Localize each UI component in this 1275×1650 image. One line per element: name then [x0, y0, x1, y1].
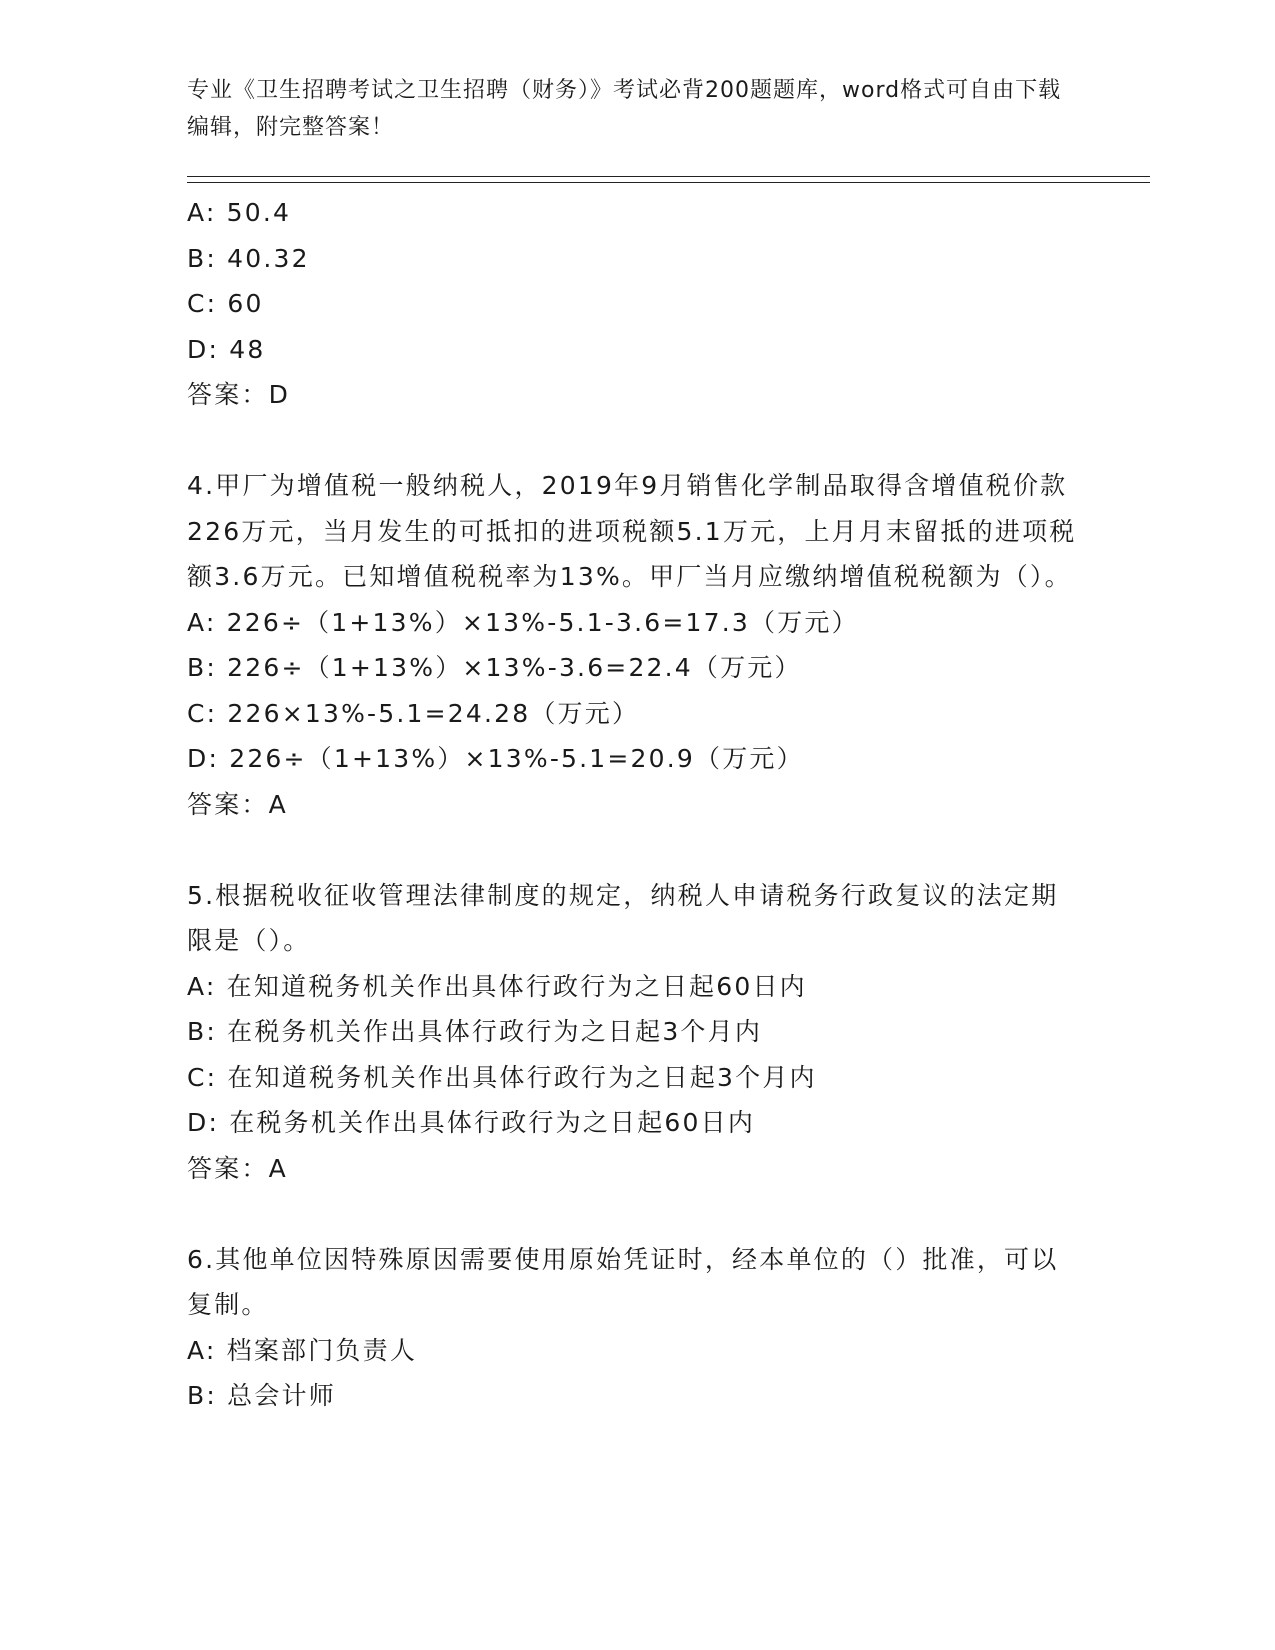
spacer [187, 1191, 1087, 1237]
option-b: B: 在税务机关作出具体行政行为之日起3个月内 [187, 1017, 763, 1046]
question-text: 6.其他单位因特殊原因需要使用原始凭证时，经本单位的（）批准，可以复制。 [187, 1244, 1059, 1319]
question-6 [187, 1237, 1087, 1419]
question-4 [187, 463, 1087, 827]
question-3 [187, 190, 1087, 418]
option-a: A: 226÷（1+13%）×13%-5.1-3.6=17.3（万元） [187, 607, 859, 637]
question-list [187, 190, 1087, 1419]
option-c: C: 60 [187, 289, 264, 318]
option-c: C: 226×13%-5.1=24.28（万元） [187, 698, 640, 728]
option-d: D: 48 [187, 334, 266, 364]
answer: 答案：D [187, 380, 291, 409]
document-title: 专业《卫生招聘考试之卫生招聘（财务）》考试必背200题题库，word格式可自由下载编辑，附完整答案！ [187, 78, 1062, 140]
question-text: 5.根据税收征收管理法律制度的规定，纳税人申请税务行政复议的法定期限是（）。 [187, 880, 1059, 955]
option-d: D: 226÷（1+13%）×13%-5.1=20.9（万元） [187, 744, 804, 773]
answer: 答案：A [187, 789, 288, 819]
page-header [187, 72, 1067, 146]
option-a: A: 50.4 [187, 198, 292, 227]
option-d: D: 在税务机关作出具体行政行为之日起60日内 [187, 1108, 756, 1137]
option-a: A: 在知道税务机关作出具体行政行为之日起60日内 [187, 971, 807, 1001]
option-c: C: 在知道税务机关作出具体行政行为之日起3个月内 [187, 1062, 817, 1092]
question-5 [187, 873, 1087, 1192]
spacer [187, 827, 1087, 873]
answer: 答案：A [187, 1153, 288, 1183]
header-divider [187, 176, 1150, 183]
option-a: A: 档案部门负责人 [187, 1335, 418, 1365]
question-text: 4.甲厂为增值税一般纳税人，2019年9月销售化学制品取得含增值税价款226万元，当月发生的可抵扣的进项税额5.1万元，上月月末留抵的进项税额3.6万元。已知增值税税率为13%。甲厂当月应缴纳增值税税额为（）。 [187, 471, 1077, 591]
spacer [187, 418, 1087, 464]
option-b: B: 总会计师 [187, 1381, 336, 1410]
option-b: B: 40.32 [187, 243, 310, 273]
option-b: B: 226÷（1+13%）×13%-3.6=22.4（万元） [187, 653, 802, 682]
